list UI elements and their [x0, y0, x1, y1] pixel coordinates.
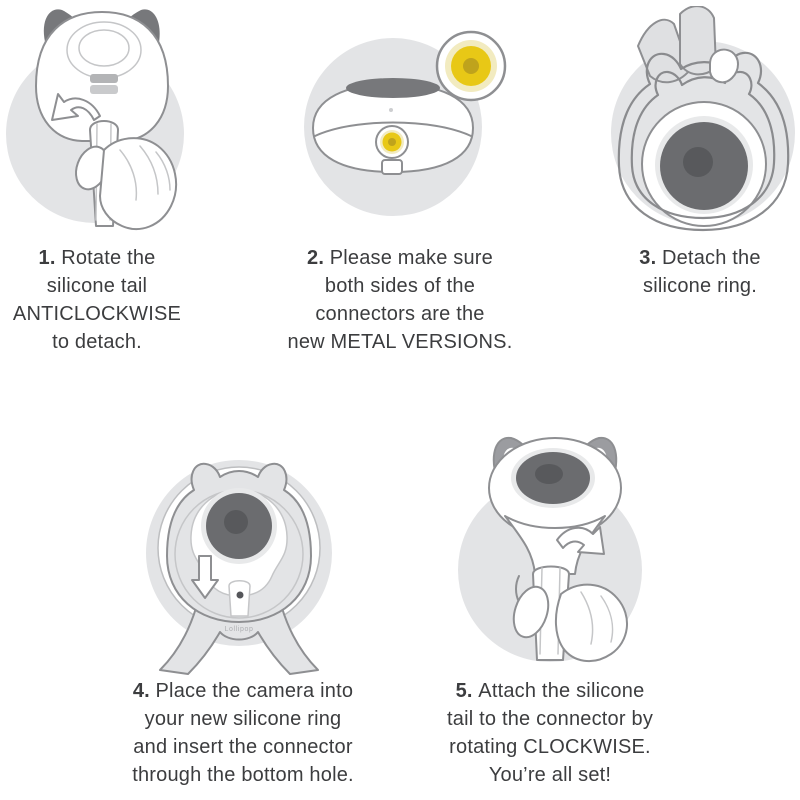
step-2-line-4: new METAL VERSIONS.: [287, 331, 513, 353]
step-1-line-3: ANTICLOCKWISE: [12, 303, 182, 325]
step-3-line-2: silicone ring.: [643, 275, 757, 297]
illustration-step-2: [287, 26, 517, 231]
step-2-line-2: both sides of the: [324, 275, 476, 297]
connector-tab-bottom: [90, 85, 118, 94]
step-1-caption: [2, 244, 192, 356]
step-2-caption: [266, 244, 534, 356]
step-1-line-1: Rotate the: [61, 247, 156, 269]
thumb-tip: [710, 50, 738, 83]
lens-center: [224, 510, 248, 534]
illustration-step-1: [0, 0, 200, 232]
step-4-line-3: and insert the connector: [133, 736, 353, 758]
step-4-line-2: your new silicone ring: [144, 708, 342, 730]
lens-center: [535, 464, 563, 484]
step-5-line-4: You’re all set!: [488, 764, 612, 786]
illustration-step-3: [592, 6, 800, 232]
step-5-line-1: Attach the silicone: [478, 680, 645, 702]
connector-center: [388, 138, 396, 146]
step-3-caption: [600, 244, 800, 300]
step-2-number: 2.: [307, 247, 325, 269]
camera-base-disc: [346, 78, 440, 98]
step-1-line-2: silicone tail: [46, 275, 148, 297]
step-5-line-2: tail to the connector by: [446, 708, 654, 730]
connector-dot: [237, 592, 244, 599]
bottom-tab: [382, 160, 402, 174]
step-1-number: 1.: [38, 247, 56, 269]
connector-tab-top: [90, 74, 118, 83]
step-2-line-3: connectors are the: [315, 303, 485, 325]
magnified-connector-center: [463, 58, 479, 74]
illustration-step-5: [445, 416, 665, 664]
mic-dot: [389, 108, 393, 112]
step-3-number: 3.: [639, 247, 657, 269]
step-4-number: 4.: [132, 680, 150, 702]
brand-label: Lollipop: [224, 626, 254, 633]
step-4-line-4: through the bottom hole.: [132, 764, 354, 786]
step-4-caption: [96, 677, 390, 789]
step-2-line-1: Please make sure: [329, 247, 493, 269]
step-4-line-1: Place the camera into: [155, 680, 354, 702]
step-3-line-1: Detach the: [661, 247, 761, 269]
step-1-line-4: to detach.: [52, 331, 142, 353]
step-5-caption: [408, 677, 692, 789]
hand-fingers: [100, 138, 176, 229]
step-5-number: 5.: [455, 680, 473, 702]
lens-center: [683, 147, 713, 177]
hand-fingers: [556, 585, 627, 661]
step-5-line-3: rotating CLOCKWISE.: [449, 736, 651, 758]
illustration-step-4: [136, 438, 348, 678]
